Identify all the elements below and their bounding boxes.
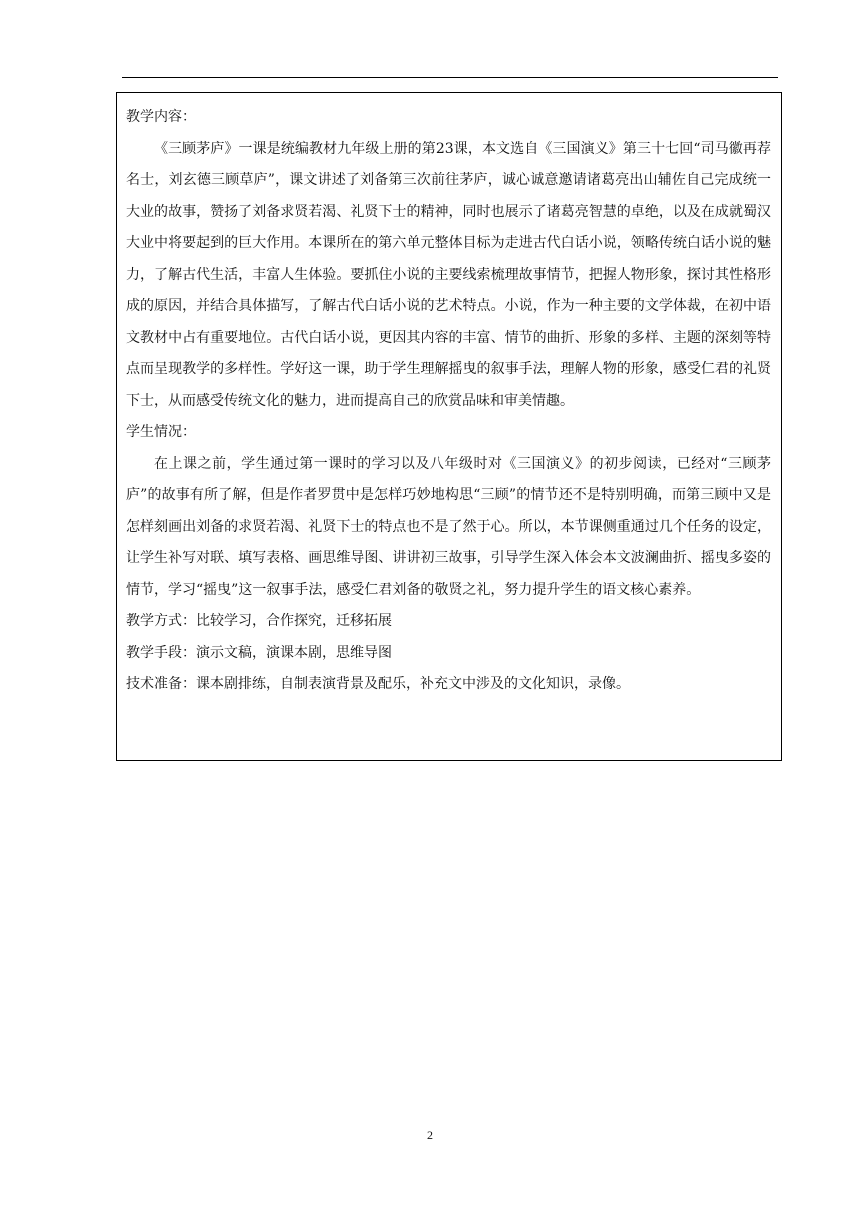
teaching-method-line: 教学方式：比较学习，合作探究，迁移拓展	[126, 613, 392, 629]
students-paragraph: 在上课之前，学生通过第一课时的学习以及八年级时对《三国演义》的初步阅读，已经对“三顾茅庐”的故事有所了解，但是作者罗贯中是怎样巧妙地构思“三顾”的情节还不是特别明确，而第三顾中又是怎样刻画出刘备的求贤若渴、礼贤下士的特点也不是了然于心。所以，本节课侧重通过几个任务的设定，让学生补写对联、填写表格、画思维导图、讲讲初三故事，引导学生深入体会本文波澜曲折、摇曳多姿的情节，学习“摇曳”这一叙事手法，感受仁君刘备的敬贤之礼，努力提升学生的语文核心素养。	[126, 455, 771, 598]
students-section-label: 学生情况：	[126, 424, 196, 440]
lesson-info-box	[116, 92, 782, 761]
content-paragraph: 《三顾茅庐》一课是统编教材九年级上册的第23课，本文选自《三国演义》第三十七回“司马徽再荐名士，刘玄德三顾草庐”，课文讲述了刘备第三次前往茅庐，诚心诚意邀请诸葛亮出山辅佐自己完成统一大业的故事，赞扬了刘备求贤若渴、礼贤下士的精神，同时也展示了诸葛亮智慧的卓绝，以及在成就蜀汉大业中将要起到的巨大作用。本课所在的第六单元整体目标为走进古代白话小说，领略传统白话小说的魅力，了解古代生活，丰富人生体验。要抓住小说的主要线索梳理故事情节，把握人物形象，探讨其性格形成的原因，并结合具体描写，了解古代白话小说的艺术特点。小说，作为一种主要的文学体裁，在初中语文教材中占有重要地位。古代白话小说，更因其内容的丰富、情节的曲折、形象的多样、主题的深刻等特点而呈现教学的多样性。学好这一课，助于学生理解摇曳的叙事手法，理解人物的形象，感受仁君的礼贤下士，从而感受传统文化的魅力，进而提高自己的欣赏品味和审美情趣。	[126, 140, 771, 409]
technical-preparation-line: 技术准备：课本剧排练，自制表演背景及配乐，补充文中涉及的文化知识，录像。	[126, 676, 630, 692]
content-section-label: 教学内容：	[126, 109, 196, 125]
header-rule	[122, 77, 778, 78]
teaching-means-line: 教学手段：演示文稿，演课本剧，思维导图	[126, 644, 392, 661]
page-number: 2	[427, 1128, 433, 1142]
